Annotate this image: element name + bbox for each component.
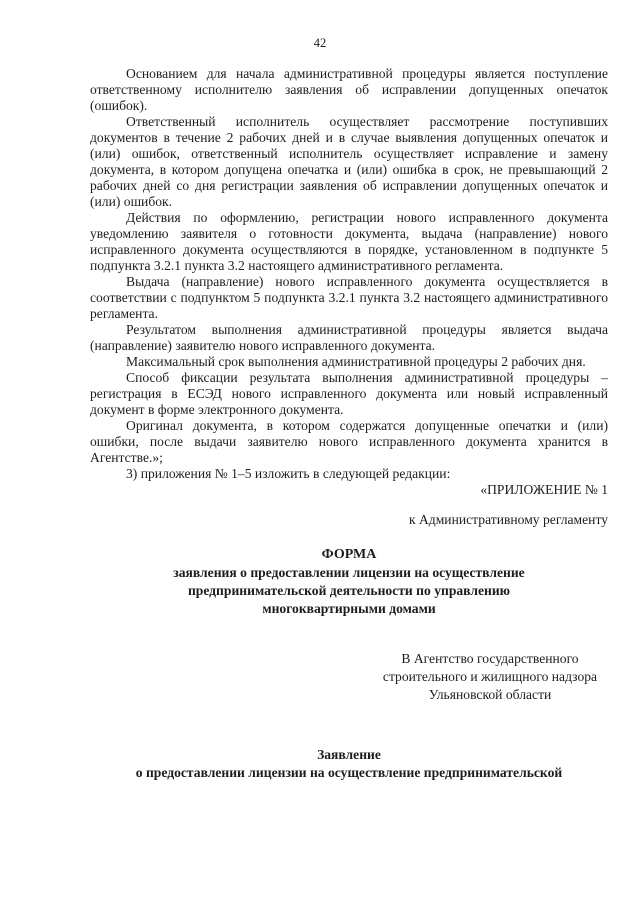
addressee-line: строительного и жилищного надзора	[382, 669, 598, 684]
appendix-reference: к Административному регламенту	[408, 512, 608, 527]
document-body	[90, 66, 608, 782]
statement-title: Заявление	[317, 747, 381, 762]
form-heading: ФОРМА	[321, 547, 377, 562]
paragraph-result: Результатом выполнения административной процедуры является выдача (направление) заявителю нового исправленного документа.	[90, 322, 608, 353]
paragraph-review: Ответственный исполнитель осуществляет рассмотрение поступивших документов в течение 2 рабочих дней и в случае выявления допущенных опечаток и (или) ошибок, ответственный исполнитель осуществляет исправление и замену документа, в котором допущена опечатка и (или) ошибка в срок, не превышающий 2 рабочих дней со дня регистрации заявления об исправлении допущенных опечаток и (или) ошибок.	[90, 114, 608, 209]
addressee-line: В Агентство государственного	[401, 651, 579, 666]
page-number: 42	[313, 36, 327, 50]
amendment-line: 3) приложения № 1–5 изложить в следующей редакции:	[126, 466, 451, 481]
paragraph-basis: Основанием для начала административной процедуры является поступление ответственному исполнителю заявления об исправлении допущенных опечаток (ошибок).	[90, 66, 608, 113]
addressee-line: Ульяновской области	[428, 687, 552, 702]
statement-subtitle: о предоставлении лицензии на осуществление предпринимательской	[135, 765, 563, 780]
paragraph-issuance: Выдача (направление) нового исправленного документа осуществляется в соответствии с подпунктом 5 подпункта 3.2.1 пункта 3.2 настоящего административного регламента.	[90, 274, 608, 321]
appendix-label: «ПРИЛОЖЕНИЕ № 1	[480, 482, 608, 497]
form-subtitle	[90, 564, 608, 618]
form-subtitle-line: заявления о предоставлении лицензии на осуществление	[173, 565, 525, 580]
paragraph-original: Оригинал документа, в котором содержатся допущенные опечатки и (или) ошибки, после выдачи заявителю нового исправленного документа хранится в Агентстве.»;	[90, 418, 608, 465]
form-subtitle-line: предпринимательской деятельности по управлению	[187, 583, 511, 598]
paragraph-fixation: Способ фиксации результата выполнения административной процедуры – регистрация в ЕСЭД нового исправленного документа или новый исправленный документ в форме электронного документа.	[90, 370, 608, 417]
addressee-block	[90, 650, 600, 704]
form-subtitle-line: многоквартирными домами	[262, 601, 436, 616]
paragraph-max-term: Максимальный срок выполнения административной процедуры 2 рабочих дня.	[126, 354, 586, 369]
paragraph-actions: Действия по оформлению, регистрации нового исправленного документа уведомлению заявителя о готовности документа, выдача (направление) нового исправленного документа осуществляются в порядке, установленном в подпункте 5 подпункта 3.2.1 пункта 3.2 настоящего административного регламента.	[90, 210, 608, 273]
